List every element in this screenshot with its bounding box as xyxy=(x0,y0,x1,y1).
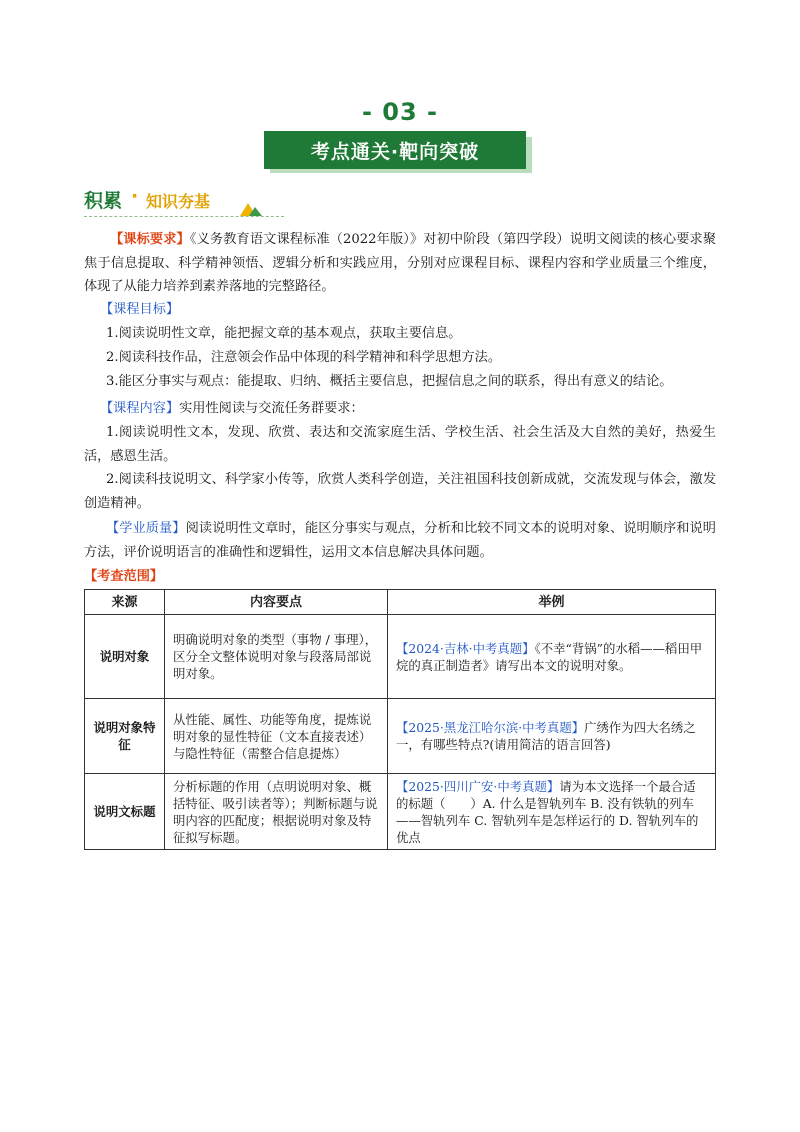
content-intro: 实用性阅读与交流任务群要求： xyxy=(179,401,364,416)
table-row xyxy=(85,774,716,850)
example-tag: 【2025·黑龙江哈尔滨·中考真题】 xyxy=(396,720,585,735)
accumulate-dot: · xyxy=(131,185,139,207)
mountain-icon xyxy=(238,197,264,217)
goal-item: 3.能区分事实与观点：能提取、归纳、概括主要信息，把握信息之间的联系，得出有意义的结论。 xyxy=(106,374,673,389)
goal-item: 2.阅读科技作品，注意领会作品中体现的科学精神和科学思想方法。 xyxy=(106,350,502,365)
accumulate-heading xyxy=(84,183,284,223)
quality-text: 阅读说明性文章时，能区分事实与观点，分析和比较不同文本的说明对象、说明顺序和说明方法，评价说明语言的准确性和逻辑性，运用文本信息解决具体问题。 xyxy=(84,521,716,560)
scope-table xyxy=(84,589,716,850)
scope-tag-text: 【考查范围】 xyxy=(84,569,164,584)
example-tag: 【2024·吉林·中考真题】 xyxy=(396,640,535,656)
row-key-points: 分析标题的作用（点明说明对象、概括特征、吸引读者等）；判断标题与说明内容的匹配度；根据说明对象及特征拟写标题。 xyxy=(165,774,388,850)
example-text: 请为本文选择一个最合适的标题（ ）A. 什么是智轨列车 B. 没有铁轨的列车——智轨列车 C. 智轨列车是怎样运行的 D. 智轨列车的优点 xyxy=(396,778,699,845)
column-header: 举例 xyxy=(388,590,716,615)
example-tag: 【2025·四川广安·中考真题】 xyxy=(396,778,560,794)
scope-tag xyxy=(84,565,163,589)
row-example xyxy=(388,615,716,699)
section-banner xyxy=(264,131,534,173)
standard-text: 《义务教育语文课程标准（2022年版）》对初中阶段（第四学段）说明文阅读的核心要求聚焦于信息提取、科学精神领悟、逻辑分析和实践应用，分别对应课程目标、课程内容和学业质量三个维度，体现了从能力培养到素养落地的完整路径。 xyxy=(84,232,717,294)
quality-paragraph xyxy=(84,517,716,564)
goals-tag xyxy=(100,298,179,322)
row-key-points: 明确说明对象的类型（事物 / 事理），区分全文整体说明对象与段落局部说明对象。 xyxy=(165,615,388,699)
row-example xyxy=(388,699,716,774)
content-item: 1.阅读说明性文本，发现、欣赏、表达和交流家庭生活、学校生活、社会生活及大自然的美好，热爱生活，感恩生活。 xyxy=(84,425,716,464)
section-number: - 03 - xyxy=(361,98,439,126)
row-key-points: 从性能、属性、功能等角度，提炼说明对象的显性特征（文本直接表述）与隐性特征（需整合信息提炼） xyxy=(165,699,388,774)
row-source: 说明对象 xyxy=(85,615,165,699)
accumulate-label: 积累 xyxy=(84,190,123,212)
quality-tag: 【学业质量】 xyxy=(106,521,186,536)
standard-paragraph xyxy=(84,228,716,299)
standard-tag: 【课标要求】 xyxy=(110,232,190,247)
row-source: 说明文标题 xyxy=(85,774,165,850)
row-example xyxy=(388,774,716,850)
column-header: 内容要点 xyxy=(165,590,388,615)
goal-item: 1.阅读说明性文章，能把握文章的基本观点，获取主要信息。 xyxy=(106,326,462,341)
column-header: 来源 xyxy=(85,590,165,615)
table-row xyxy=(85,699,716,774)
heading-divider xyxy=(84,216,284,217)
row-source: 说明对象特征 xyxy=(85,699,165,774)
goals-tag-text: 【课程目标】 xyxy=(100,302,180,317)
accumulate-sublabel: 知识夯基 xyxy=(146,192,211,211)
section-title: 考点通关·靶向突破 xyxy=(264,131,526,169)
content-heading xyxy=(100,397,364,421)
example-text: 广绣作为四大名绣之一，有哪些特点?(请用简洁的语言回答) xyxy=(396,720,696,752)
content-item: 2.阅读科技说明文、科学家小传等，欣赏人类科学创造，关注祖国科技创新成就，交流发现与体会，激发创造精神。 xyxy=(84,472,716,511)
table-header-row xyxy=(85,590,716,615)
table-row xyxy=(85,615,716,699)
example-text: 《不幸“背锅”的水稻——稻田甲烷的真正制造者》请写出本文的说明对象。 xyxy=(396,640,703,673)
content-tag: 【课程内容】 xyxy=(100,401,180,416)
